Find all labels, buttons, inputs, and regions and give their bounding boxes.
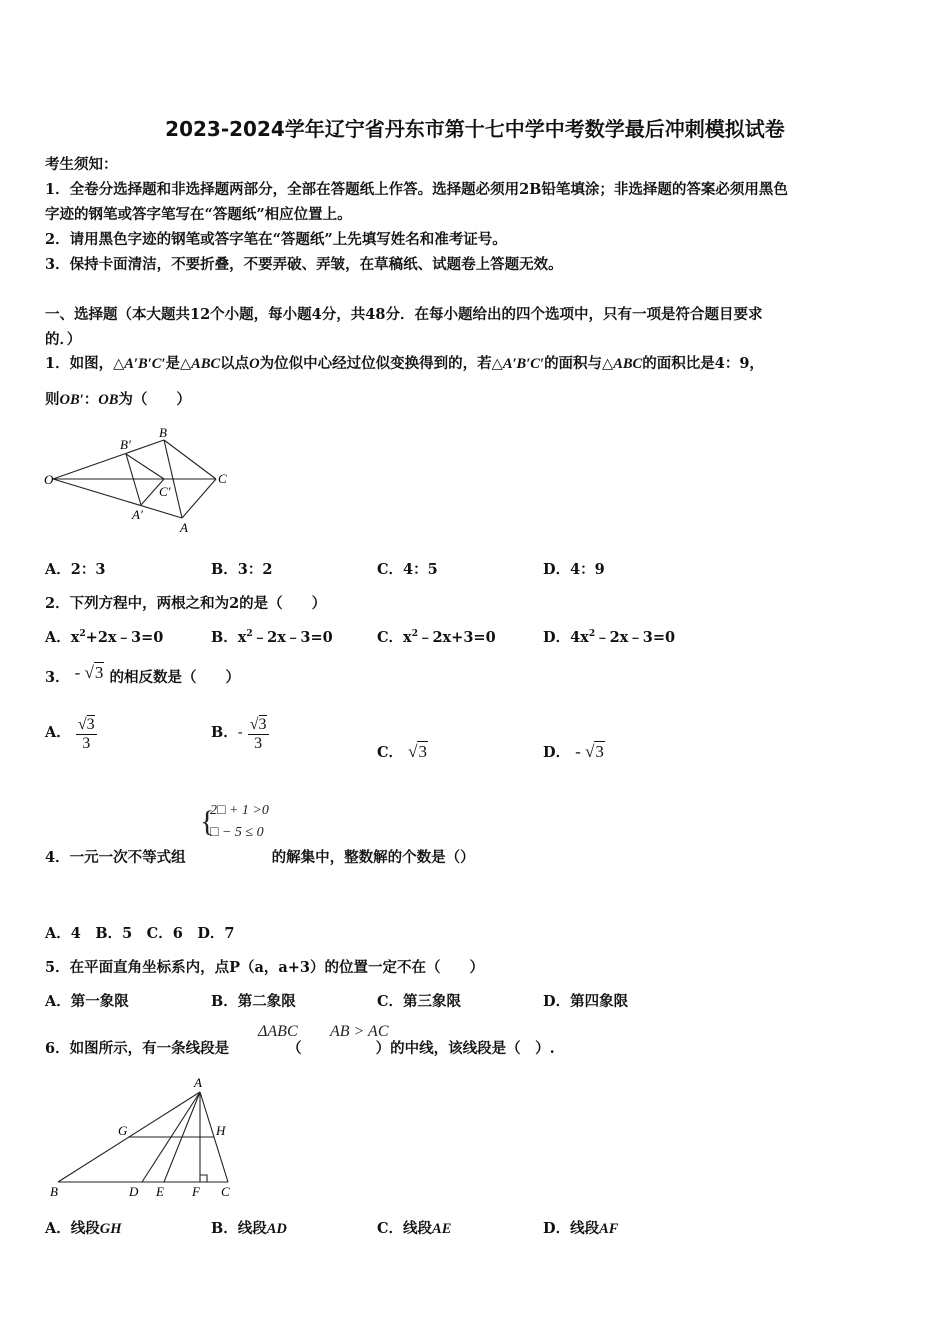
q3-option-a[interactable]: A． $\frac{√3}{3}$ [45, 716, 95, 752]
q3-option-c[interactable]: C． √3 [377, 742, 427, 761]
q6-option-c[interactable]: C．线段AE [377, 1220, 452, 1237]
q2-option-d[interactable]: D．$4x^2﹣2x﹣3=0$ [543, 629, 676, 646]
q6-label-C: C [221, 1184, 230, 1199]
q1-label-C-prime: C′ [159, 484, 171, 499]
q2-option-b[interactable]: B．$x^2﹣2x﹣3=0$ [211, 629, 333, 646]
q3-option-d[interactable]: D． - √3 [543, 742, 604, 761]
q3-a-fraction: $\frac{√3}{3}$ [77, 716, 95, 752]
q5-option-d[interactable]: D．第四象限 [543, 993, 629, 1010]
q6-label-E: E [156, 1184, 164, 1199]
q1-option-c[interactable]: C．4：5 [377, 561, 438, 578]
q1-label-A-prime: A′ [132, 507, 143, 522]
q2-option-a[interactable]: A．$x^2+2x﹣3=0$ [45, 629, 164, 646]
section-heading-line2: 的．） [45, 331, 82, 348]
q1-figure [38, 418, 238, 543]
q1-option-a[interactable]: A．2：3 [45, 561, 106, 578]
q6-stem: 6．如图所示，有一条线段是 （ ）的中线，该线段是（ ）. [45, 1040, 555, 1057]
q4-stem: 4．一元一次不等式组 的解集中，整数解的个数是（） [45, 849, 475, 866]
q3-stem: 3． - √3 的相反数是（ ） [45, 663, 240, 686]
q1-option-b[interactable]: B．3：2 [211, 561, 273, 578]
q5-option-a[interactable]: A．第一象限 [45, 993, 129, 1010]
q6-triangle-symbol: ΔABC [258, 1023, 298, 1040]
q1-label-C: C [218, 471, 227, 486]
q6-option-b[interactable]: B．线段AD [211, 1220, 287, 1237]
page-title: 2023-2024学年辽宁省丹东市第十七中学中考数学最后冲刺模拟试卷 [165, 117, 785, 141]
q6-label-F: F [192, 1184, 200, 1199]
q3-option-b[interactable]: B．- $\frac{√3}{3}$ [211, 716, 267, 752]
q6-option-a[interactable]: A．线段GH [45, 1220, 122, 1237]
notice-line-1b: 字迹的钢笔或答字笔写在“答题纸”相应位置上。 [45, 206, 352, 223]
q1-label-O: O [44, 472, 54, 487]
q1-stem-line1: 1．如图，△A′B′C′是△ABC以点O为位似中心经过位似变换得到的，若△A′B′C′的面积与△ABC的面积比是4：9， [45, 355, 764, 372]
notice-line-3: 3．保持卡面清洁，不要折叠，不要弄破、弄皱，在草稿纸、试题卷上答题无效。 [45, 256, 563, 273]
q3-neg-sqrt3: - √3 [74, 663, 104, 682]
q5-option-b[interactable]: B．第二象限 [211, 993, 296, 1010]
q6-label-A: A [194, 1075, 202, 1090]
q6-condition: AB > AC [330, 1023, 389, 1040]
section-heading-line1: 一、选择题（本大题共12个小题，每小题4分，共48分．在每小题给出的四个选项中，只有一项是符合题目要求 [45, 306, 763, 323]
q6-label-B: B [50, 1184, 58, 1199]
q3-b-fraction: $\frac{√3}{3}$ [249, 716, 267, 752]
notice-line-2: 2．请用黑色字迹的钢笔或答字笔在“答题纸”上先填写姓名和准考证号。 [45, 231, 507, 248]
q2-option-c[interactable]: C．$x^2﹣2x+3=0$ [377, 629, 496, 646]
q5-stem: 5．在平面直角坐标系内，点P（a，a+3）的位置一定不在（ ） [45, 959, 485, 976]
q4-options[interactable]: A．4 B．5 C．6 D．7 [45, 925, 235, 942]
q6-label-D: D [129, 1184, 139, 1199]
q4-inequality-system: { 2□ + 1 >0 □ − 5 ≤ 0 [200, 803, 269, 840]
q6-figure [40, 1072, 240, 1202]
q6-label-G: G [118, 1123, 128, 1138]
q1-label-B: B [159, 425, 167, 440]
q1-label-B-prime: B′ [120, 437, 131, 452]
q1-label-A: A [180, 520, 188, 535]
q6-option-d[interactable]: D．线段AF [543, 1220, 619, 1237]
q6-label-H: H [216, 1123, 226, 1138]
notice-heading: 考生须知： [45, 156, 118, 173]
q2-stem: 2．下列方程中，两根之和为2的是（ ） [45, 595, 327, 612]
notice-line-1a: 1．全卷分选择题和非选择题两部分，全部在答题纸上作答。选择题必须用2B铅笔填涂；非选择题的答案必须用黑色 [45, 181, 788, 198]
q5-option-c[interactable]: C．第三象限 [377, 993, 462, 1010]
q1-stem-line2: 则OB′：OB为（ ） [45, 391, 191, 408]
q1-option-d[interactable]: D．4：9 [543, 561, 605, 578]
